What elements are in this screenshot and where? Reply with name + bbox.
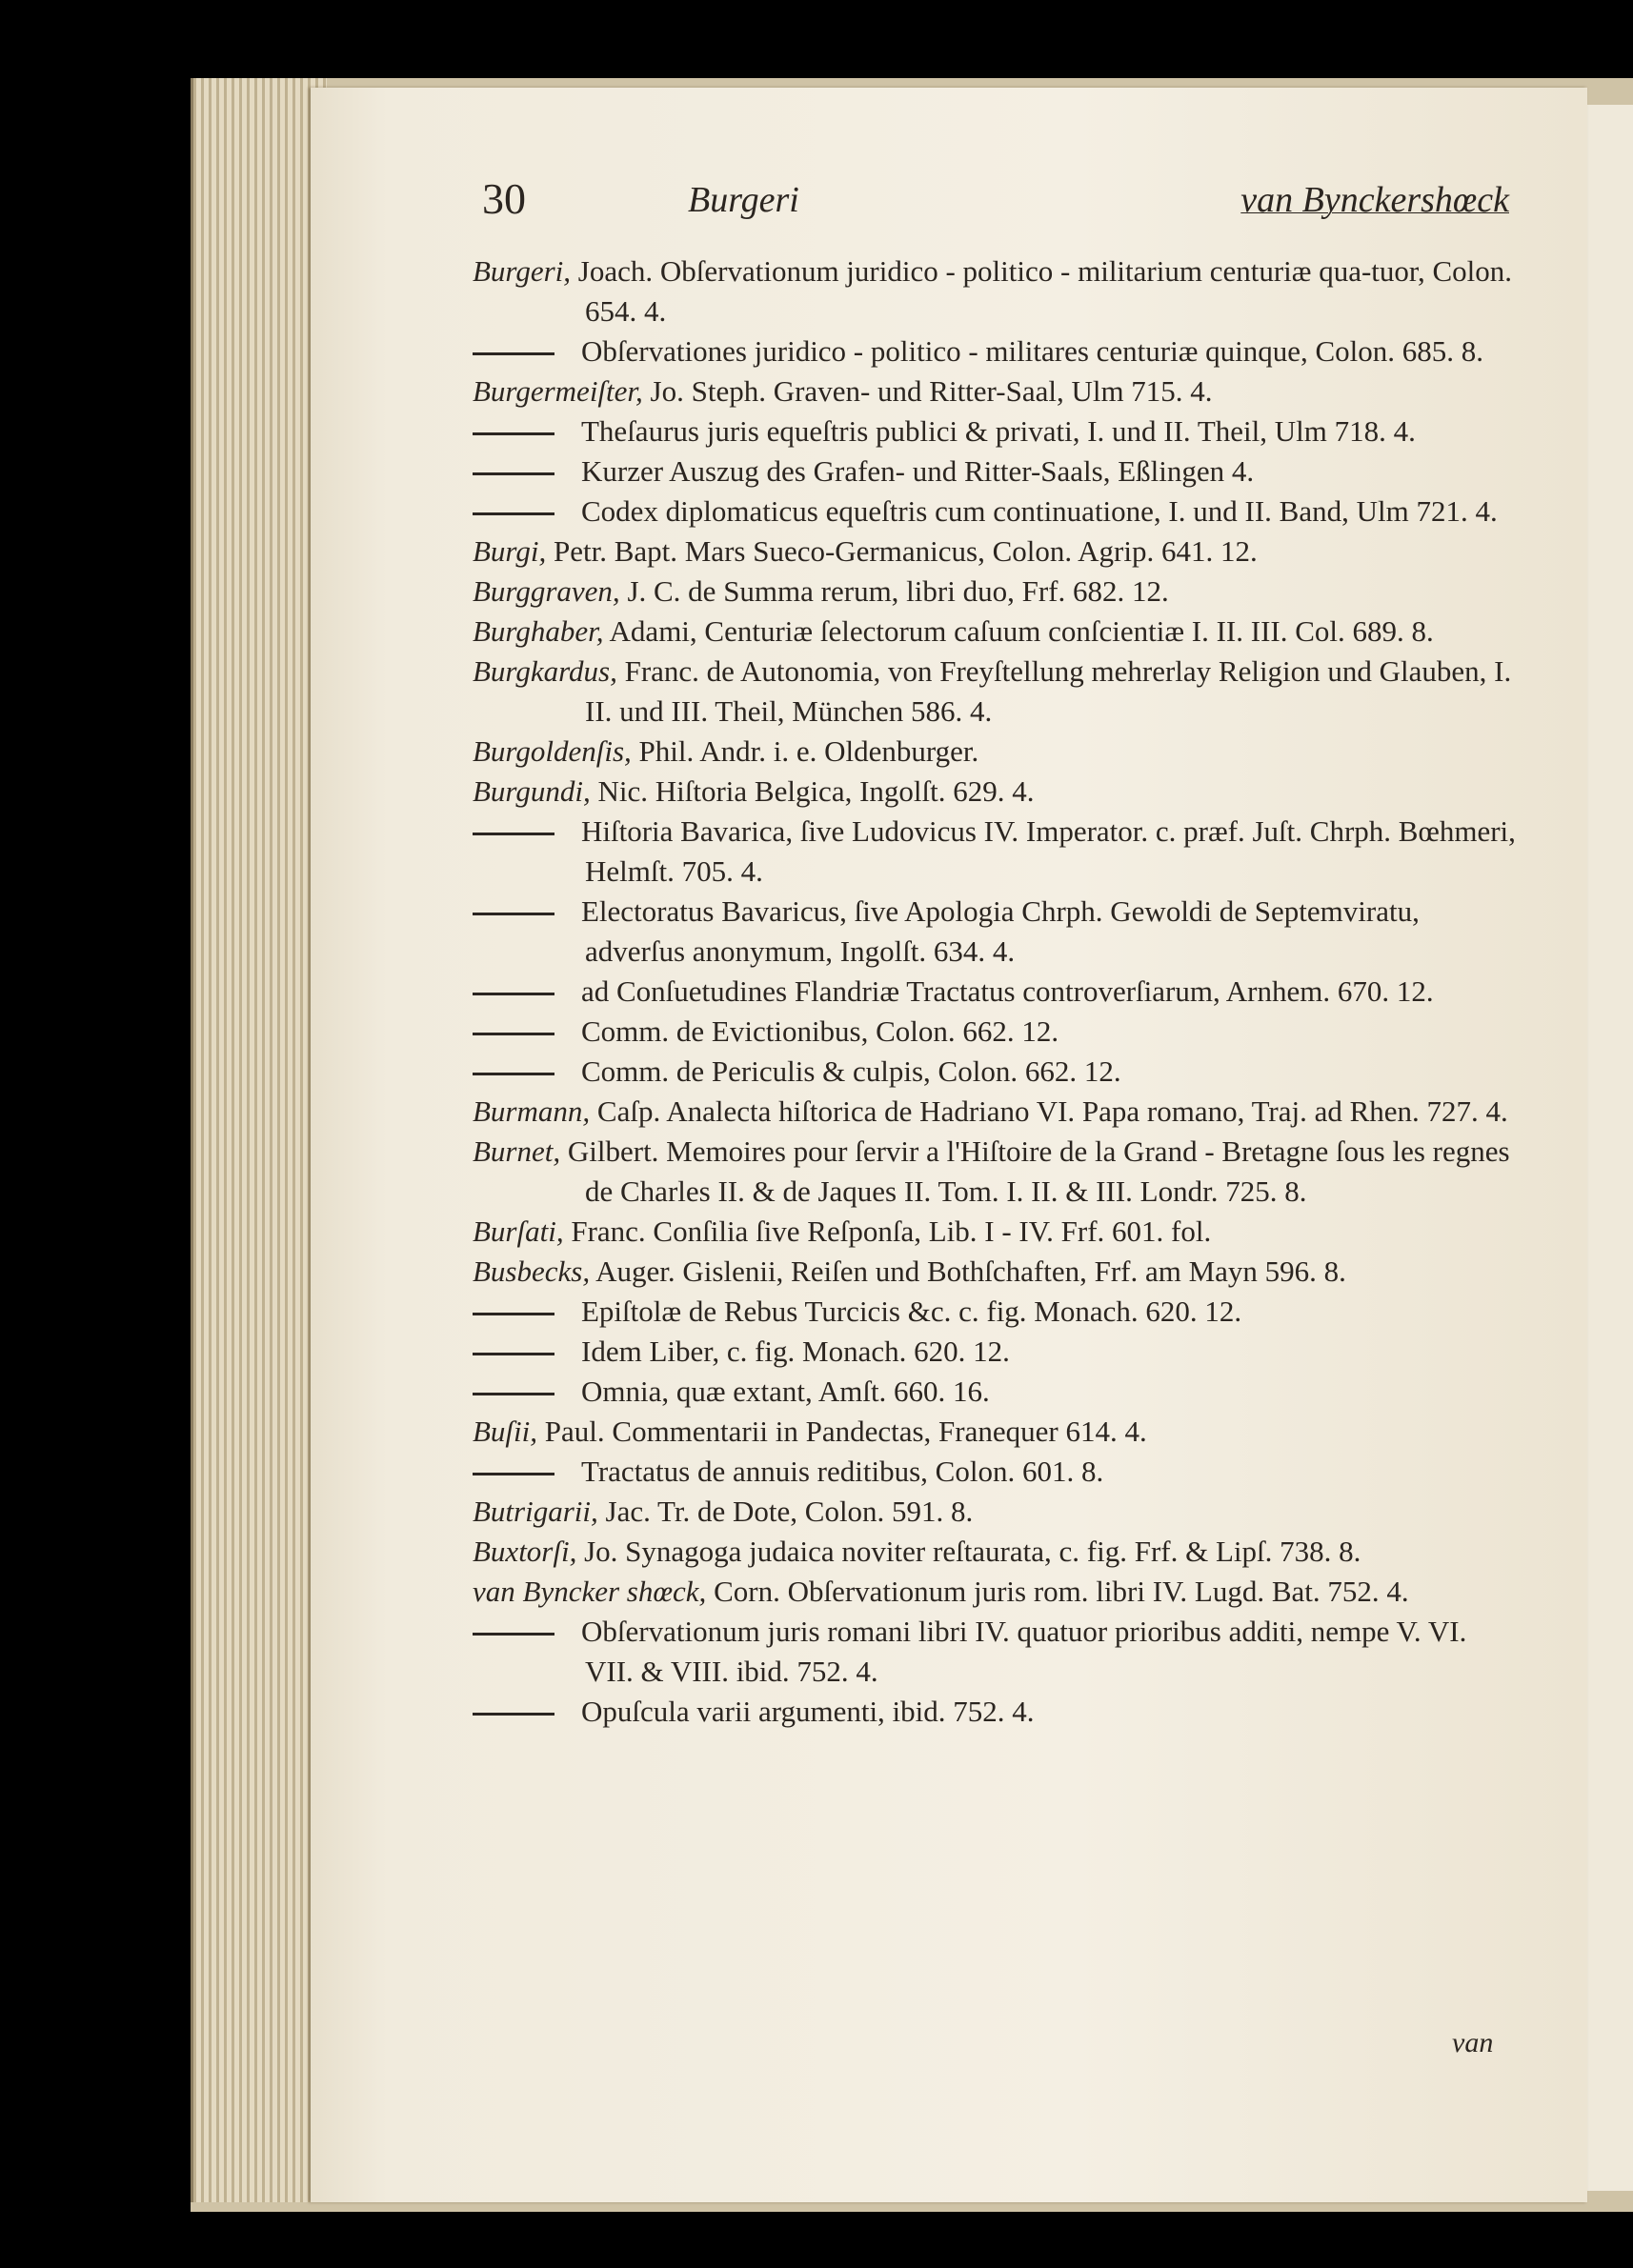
entry-text: Jo. Steph. Graven- und Ritter-Saal, Ulm 715. 4.: [650, 374, 1213, 408]
facing-page-edge: [1587, 105, 1633, 2191]
entry-author: Burghaber,: [473, 614, 604, 648]
entry-text: Omnia, quæ extant, Amſt. 660. 16.: [581, 1375, 990, 1408]
entry-author: Burmann,: [473, 1094, 591, 1128]
catalogue-entry: [473, 1332, 1519, 1372]
entry-author: van Byncker shœck,: [473, 1575, 707, 1608]
entry-text: Auger. Gislenii, Reiſen und Bothſchaften, Frf. am Mayn 596. 8.: [595, 1254, 1346, 1288]
catalogue-entry: [473, 532, 1519, 572]
entry-text: Joach. Obſervationum juridico - politico - militarium centuriæ qua-tuor, Colon. 654. 4.: [577, 254, 1513, 328]
entry-author: Busbecks,: [473, 1254, 591, 1288]
catalogue-entry: [473, 1092, 1519, 1132]
entry-author: Burgeri,: [473, 254, 572, 288]
catchword: van: [1452, 2027, 1494, 2058]
entry-author: Buxtorſi,: [473, 1535, 577, 1568]
running-head-right: van Bynckershœck: [1240, 180, 1509, 220]
ditto-dash: [473, 432, 554, 435]
entry-text: Theſaurus juris equeſtris publici & privati, I. und II. Theil, Ulm 718. 4.: [581, 414, 1416, 448]
entry-text: Corn. Obſervationum juris rom. libri IV. Lugd. Bat. 752. 4.: [714, 1575, 1409, 1608]
ditto-dash: [473, 913, 554, 915]
entry-text: Nic. Hiſtoria Belgica, Ingolſt. 629. 4.: [597, 774, 1035, 808]
entry-text: Jac. Tr. de Dote, Colon. 591. 8.: [605, 1495, 974, 1528]
entry-text: Hiſtoria Bavarica, ſive Ludovicus IV. Imperator. c. præf. Juſt. Chrph. Bœhmeri, Helmſt. 705. 4.: [581, 814, 1516, 888]
catalogue-entry: [473, 1692, 1519, 1732]
entry-text: Tractatus de annuis reditibus, Colon. 601. 8.: [581, 1455, 1104, 1488]
entry-author: Burgoldenſis,: [473, 734, 632, 768]
catalogue-entry: [473, 1572, 1519, 1612]
catalogue-entry: [473, 1612, 1519, 1692]
catalogue-entry: [473, 1452, 1519, 1492]
catalogue-entry: [473, 1252, 1519, 1292]
entry-text: Codex diplomaticus equeſtris cum continuatione, I. und II. Band, Ulm 721. 4.: [581, 494, 1498, 528]
catalogue-entries: [473, 251, 1519, 1732]
ditto-dash: [473, 1473, 554, 1475]
entry-text: Gilbert. Memoires pour ſervir a l'Hiſtoire de la Grand - Bretagne ſous les regnes de Charles II. & de Jaques II. Tom. I. II. & III. Londr. 725. 8.: [567, 1134, 1510, 1208]
entry-author: Burggraven,: [473, 574, 620, 608]
catalogue-entry: [473, 452, 1519, 492]
ditto-dash: [473, 1313, 554, 1315]
catalogue-entry: [473, 492, 1519, 532]
ditto-dash: [473, 1033, 554, 1035]
ditto-dash: [473, 1633, 554, 1636]
entry-text: Comm. de Evictionibus, Colon. 662. 12.: [581, 1014, 1059, 1048]
page-number: 30: [482, 174, 526, 223]
catalogue-entry: [473, 1412, 1519, 1452]
entry-text: Franc. de Autonomia, von Freyſtellung mehrerlay Religion und Glauben, I. II. und III. Theil, München 586. 4.: [585, 654, 1512, 728]
entry-text: Phil. Andr. i. e. Oldenburger.: [638, 734, 979, 768]
catalogue-entry: [473, 1492, 1519, 1532]
running-head-left: Burgeri: [688, 180, 799, 220]
entry-author: Burgi,: [473, 534, 547, 568]
catalogue-entry: [473, 1212, 1519, 1252]
catalogue-entry: [473, 772, 1519, 812]
entry-text: ad Conſuetudines Flandriæ Tractatus controverſiarum, Arnhem. 670. 12.: [581, 974, 1434, 1008]
catalogue-entry: [473, 1132, 1519, 1212]
entry-text: Opuſcula varii argumenti, ibid. 752. 4.: [581, 1695, 1035, 1728]
catalogue-entry: [473, 1372, 1519, 1412]
ditto-dash: [473, 472, 554, 475]
catalogue-entry: [473, 1052, 1519, 1092]
catalogue-entry: [473, 572, 1519, 612]
catalogue-entry: [473, 972, 1519, 1012]
entry-author: Burgkardus,: [473, 654, 617, 688]
running-head: [473, 173, 1519, 231]
page-edges: [191, 78, 327, 2202]
catalogue-entry: [473, 732, 1519, 772]
catalogue-entry: [473, 612, 1519, 652]
entry-text: Kurzer Auszug des Grafen- und Ritter-Saals, Eßlingen 4.: [581, 454, 1255, 488]
entry-text: Petr. Bapt. Mars Sueco-Germanicus, Colon. Agrip. 641. 12.: [553, 534, 1258, 568]
entry-text: Epiſtolæ de Rebus Turcicis &c. c. fig. Monach. 620. 12.: [581, 1295, 1242, 1328]
entry-author: Burnet,: [473, 1134, 561, 1168]
ditto-dash: [473, 993, 554, 995]
catalogue-entry: [473, 1012, 1519, 1052]
catalogue-entry: [473, 251, 1519, 331]
entry-text: Obſervationes juridico - politico - militares centuriæ quinque, Colon. 685. 8.: [581, 334, 1484, 368]
entry-text: Caſp. Analecta hiſtorica de Hadriano VI. Papa romano, Traj. ad Rhen. 727. 4.: [596, 1094, 1508, 1128]
catalogue-entry: [473, 411, 1519, 452]
ditto-dash: [473, 1393, 554, 1395]
ditto-dash: [473, 512, 554, 515]
ditto-dash: [473, 1353, 554, 1355]
catalogue-entry: [473, 892, 1519, 972]
entry-text: Comm. de Periculis & culpis, Colon. 662. 12.: [581, 1054, 1121, 1088]
entry-author: Burgermeiſter,: [473, 374, 643, 408]
catalogue-entry: [473, 1532, 1519, 1572]
catalogue-entry: [473, 652, 1519, 732]
entry-text: Electoratus Bavaricus, ſive Apologia Chrph. Gewoldi de Septemviratu, adverſus anonymum, Ingolſt. 634. 4.: [581, 894, 1420, 968]
catalogue-entry: [473, 812, 1519, 892]
entry-text: J. C. de Summa rerum, libri duo, Frf. 682. 12.: [627, 574, 1169, 608]
entry-author: Burſati,: [473, 1214, 564, 1248]
catalogue-entry: [473, 1292, 1519, 1332]
ditto-dash: [473, 1073, 554, 1075]
entry-author: Butrigarii,: [473, 1495, 598, 1528]
entry-text: Obſervationum juris romani libri IV. quatuor prioribus additi, nempe V. VI. VII. & VIII. ibid. 752. 4.: [581, 1615, 1467, 1688]
entry-text: Idem Liber, c. fig. Monach. 620. 12.: [581, 1335, 1010, 1368]
entry-author: Burgundi,: [473, 774, 591, 808]
entry-text: Franc. Conſilia ſive Reſponſa, Lib. I - IV. Frf. 601. fol.: [571, 1214, 1212, 1248]
ditto-dash: [473, 1713, 554, 1716]
entry-text: Adami, Centuriæ ſelectorum caſuum conſcientiæ I. II. III. Col. 689. 8.: [609, 614, 1434, 648]
ditto-dash: [473, 833, 554, 835]
entry-text: Paul. Commentarii in Pandectas, Franequer 614. 4.: [544, 1415, 1147, 1448]
ditto-dash: [473, 352, 554, 355]
catalogue-entry: [473, 331, 1519, 371]
catalogue-entry: [473, 371, 1519, 411]
entry-text: Jo. Synagoga judaica noviter reſtaurata, c. fig. Frf. & Lipſ. 738. 8.: [584, 1535, 1361, 1568]
entry-author: Buſii,: [473, 1415, 538, 1448]
